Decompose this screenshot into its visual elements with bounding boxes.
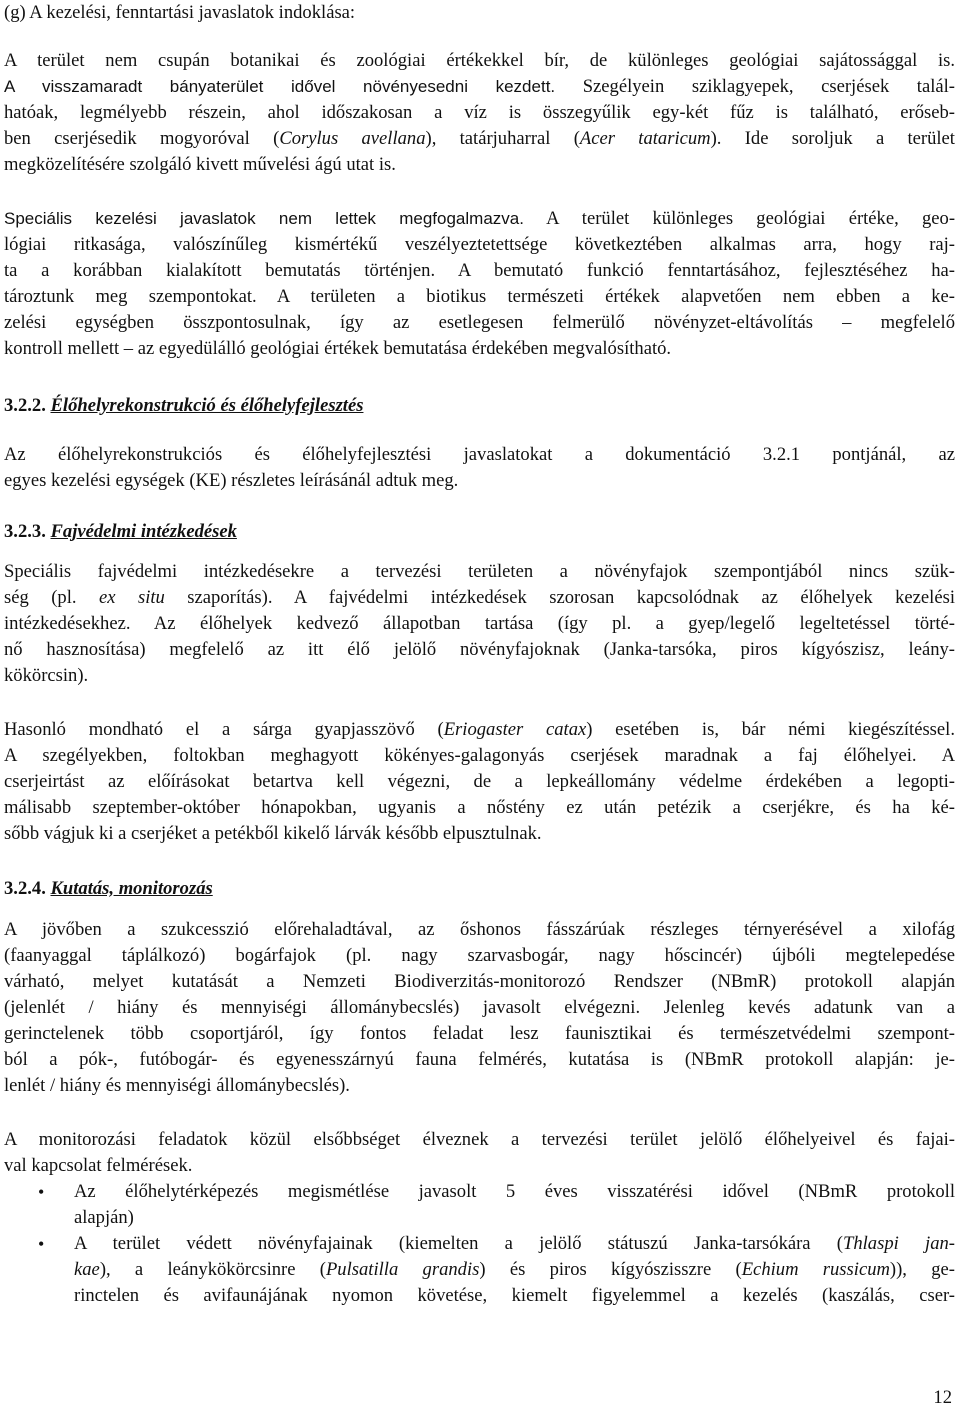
section-title: Kutatás, monitorozás xyxy=(50,878,213,899)
species-name: Echium russicum xyxy=(741,1259,890,1280)
bullet-text: ), a leánykökörcsinre ( xyxy=(99,1259,326,1280)
para1-line: A terület nem csupán botanikai és zoológiai értékekkel bír, de különleges geológiai sajátossággal is. xyxy=(4,50,955,71)
para2-text: A terület különleges geológiai értéke, geo- xyxy=(523,208,956,229)
para1-text: ). Ide soroljuk a terület xyxy=(710,128,955,149)
species-name: Thlaspi jan- xyxy=(843,1233,955,1254)
para5-line xyxy=(4,717,955,743)
para4-text: ség (pl. xyxy=(4,587,100,608)
para6-line: (jelenlét / hiány és mennyiségi állománybecslés) javasolt elvégezni. Jelenleg kevés adatunk van a xyxy=(4,997,955,1018)
para3-line: egyes kezelési egységek (KE) részletes leírásánál adtuk meg. xyxy=(4,470,459,491)
para6-line: A jövőben a szukcesszió előrehaladtával, az őshonos fásszárúak részleges térnyerésével a xilofág xyxy=(4,919,955,940)
species-name: kae xyxy=(74,1259,100,1280)
para5-line: málisabb szeptember-október hónapokban, ugyanis a nőstény ez után petézik a cserjékre, és ha ké- xyxy=(4,797,955,818)
para1-text: ), tatárjuharral ( xyxy=(425,128,580,149)
para2-line: ta a korábban kialakított bemutatás történjen. A bemutató funkció fenntartásához, fejlesztéséhez ha- xyxy=(4,260,955,281)
section-title: Élőhelyrekonstrukció és élőhelyfejlesztés xyxy=(50,395,364,416)
species-name: Pulsatilla grandis xyxy=(325,1259,480,1280)
italic-term: ex situ xyxy=(99,587,165,608)
species-name: Acer tataricum xyxy=(579,128,711,149)
section-heading-3-2-2 xyxy=(4,393,955,419)
para4-line: kökörcsin). xyxy=(4,665,89,686)
bullet-icon: • xyxy=(38,1234,45,1254)
section-number: 3.2.3. xyxy=(4,521,46,542)
section-number: 3.2.2. xyxy=(4,395,46,416)
para7-line: val kapcsolat felmérések. xyxy=(4,1155,193,1176)
bullet-line xyxy=(74,1231,955,1257)
para4-line: intézkedésekhez. Az élőhelyek kedvező állapotban tartása (így pl. a gyep/legelő legeltetéssel törté- xyxy=(4,613,955,634)
section-number: 3.2.4. xyxy=(4,878,46,899)
para1-text: Szegélyein sziklagyepek, cserjések talál- xyxy=(555,76,955,97)
para4-line: Speciális fajvédelmi intézkedésekre a tervezési területen a növényfajok szempontjából nincs szük- xyxy=(4,561,955,582)
para2-line: lógiai ritkasága, valószínűleg kismértékű veszélyeztetettsége következtében alkalmas arra, hogy raj- xyxy=(4,234,955,255)
para5-line: cserjeirtást az előírásokat betartva kell végezni, de a lepkeállomány védelme érdekében a legopti- xyxy=(4,771,955,792)
section-title: Fajvédelmi intézkedések xyxy=(50,521,237,542)
page-number: 12 xyxy=(933,1387,952,1408)
bullet-line xyxy=(74,1257,955,1283)
para1-line: hatóak, legmélyebb részein, ahol időszakosan a víz is összegyűlik egy-két fűz is található, erőseb- xyxy=(4,102,955,123)
section-heading-3-2-3 xyxy=(4,519,955,545)
bullet-line: alapján) xyxy=(74,1207,134,1228)
para1-line: megközelítésére szolgáló kivett művelési ágú utat is. xyxy=(4,154,396,175)
bullet-line: Az élőhelytérképezés megismétlése javasolt 5 éves visszatérési idővel (NBmR protokoll xyxy=(74,1181,955,1202)
para6-line: lenlét / hiány és mennyiségi állománybecslés). xyxy=(4,1075,350,1096)
para5-text: ) esetében is, bár némi kiegészítéssel. xyxy=(586,719,955,740)
section-g-title: (g) A kezelési, fenntartási javaslatok indoklása: xyxy=(4,2,356,23)
bullet-text: A terület védett növényfajainak (kiemelten a jelölő státuszú Janka-tarsókára ( xyxy=(74,1233,843,1254)
para2-sans-text: Speciális kezelési javaslatok nem lettek megfogalmazva. xyxy=(4,209,524,228)
para6-line: gerinctelenek több csoportjáról, így fontos feladat lesz faunisztikai és természetvédelmi szempont- xyxy=(4,1023,955,1044)
para5-line: sőbb vágjuk ki a cserjéket a petékből kikelő lárvák később elpusztulnak. xyxy=(4,823,542,844)
para2-line xyxy=(4,206,955,232)
para1-line xyxy=(4,74,955,100)
para7-line: A monitorozási feladatok közül elsőbbséget élveznek a tervezési terület jelölő élőhelyeivel és fajai- xyxy=(4,1129,955,1150)
para6-line: (faanyaggal táplálkozó) bogárfajok (pl. nagy szarvasbogár, nagy hőscincér) újbóli megtelepedése xyxy=(4,945,955,966)
bullet-text: ) és piros kígyószisszre ( xyxy=(479,1259,742,1280)
para1-line xyxy=(4,126,955,152)
para6-line: ból a pók-, futóbogár- és egyenesszárnyú fauna felmérés, kutatása is (NBmR protokoll alapján: je- xyxy=(4,1049,955,1070)
para4-line: nő hasznosítása) megfelelő az itt élő jelölő növényfajoknak (Janka-tarsóka, piros kígyószisz, leány- xyxy=(4,639,955,660)
species-name: Eriogaster catax xyxy=(443,719,587,740)
para2-line: zelési egységben összpontosulnak, így az esetlegesen felmerülő növényzet-eltávolítás – megfelelő xyxy=(4,312,955,333)
para4-text: szaporítás). A fajvédelmi intézkedések szorosan kapcsolódnak az élőhelyek kezelési xyxy=(164,587,955,608)
section-heading-3-2-4 xyxy=(4,876,955,902)
bullet-icon: • xyxy=(38,1182,45,1202)
para1-text: ben cserjésedik mogyoróval ( xyxy=(4,128,280,149)
para2-line: tároztunk meg szempontokat. A területen a biotikus természeti értékek alapvetően nem ebben a ke- xyxy=(4,286,955,307)
para5-text: Hasonló mondható el a sárga gyapjasszövő ( xyxy=(4,719,444,740)
bullet-line: rinctelen és avifaunájának nyomon követése, kiemelt figyelemmel a kezelés (kaszálás, cser- xyxy=(74,1285,955,1306)
para2-line: kontroll mellett – az egyedülálló geológiai értékek bemutatása érdekében megvalósítható. xyxy=(4,338,672,359)
para3-line: Az élőhelyrekonstrukciós és élőhelyfejlesztési javaslatokat a dokumentáció 3.2.1 pontjánál, az xyxy=(4,444,955,465)
bullet-text: )), ge- xyxy=(889,1259,955,1280)
para6-line: várható, melyet kutatását a Nemzeti Biodiverzitás-monitorozó Rendszer (NBmR) protokoll alapján xyxy=(4,971,955,992)
para5-line: A szegélyekben, foltokban meghagyott kökényes-galagonyás cserjések maradnak a faj élőhelyei. A xyxy=(4,745,955,766)
species-name: Corylus avellana xyxy=(279,128,426,149)
para4-line xyxy=(4,585,955,611)
para1-sans-text: A visszamaradt bányaterület idővel növényesedni kezdett. xyxy=(4,77,556,96)
